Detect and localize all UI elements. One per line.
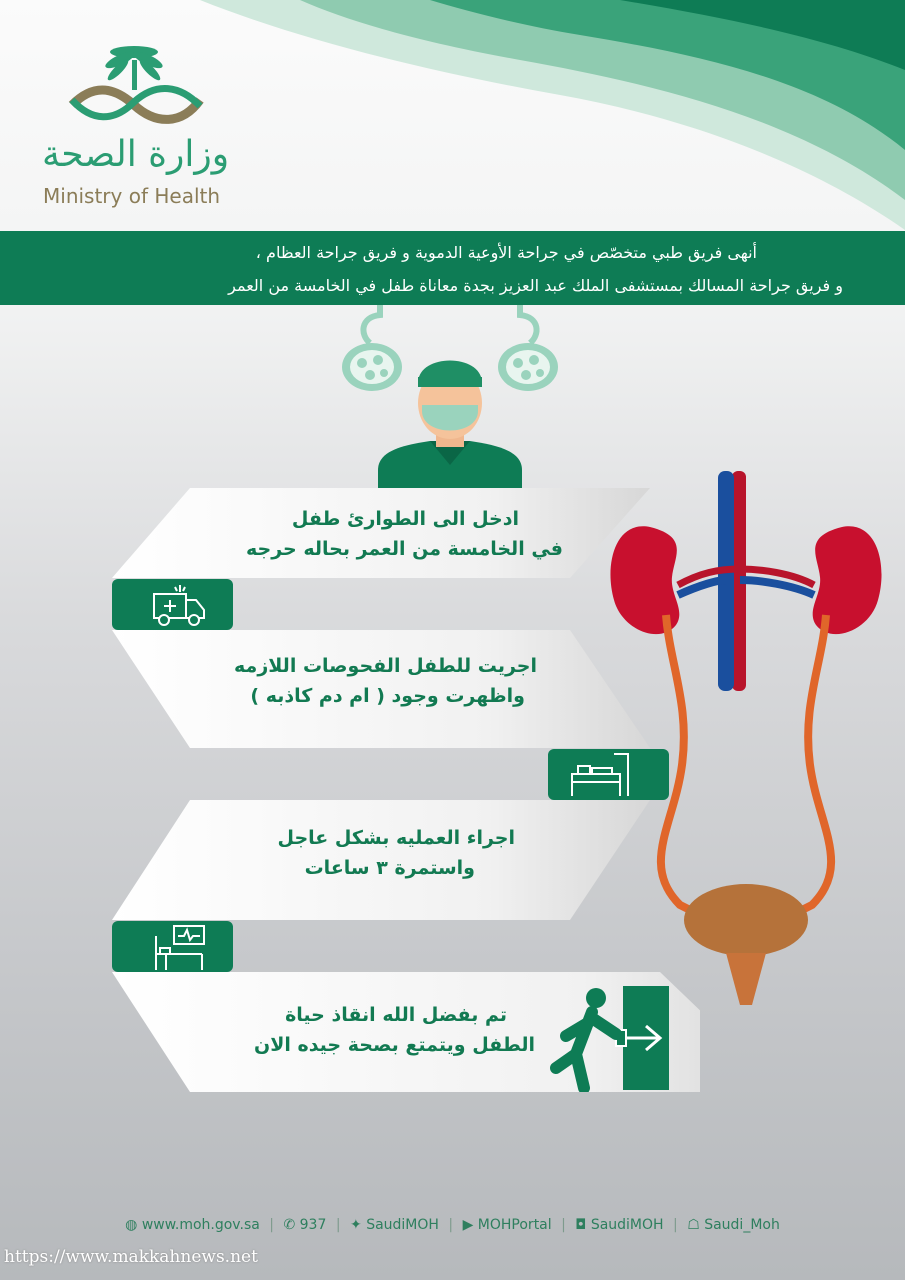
twitter-icon: ✦ xyxy=(350,1217,362,1233)
ambulance-icon xyxy=(150,582,208,628)
ministry-arabic-name: وزارة الصحة xyxy=(42,134,230,175)
step-4-line-1: تم بفضل الله انقاذ حياة xyxy=(285,1004,507,1026)
headline-banner xyxy=(0,231,905,305)
headline-line-2: و فريق جراحة المسالك بمستشفى الملك عبد العزيز بجدة معاناة طفل في الخامسة من العمر xyxy=(228,276,843,295)
youtube-handle[interactable]: MOHPortal xyxy=(477,1217,552,1233)
headline-line-1: أنهى فريق طبي متخصّص في جراحة الأوعية الدموية و فريق جراحة العظام ، xyxy=(255,243,757,262)
phone-icon: ✆ xyxy=(283,1217,296,1233)
surgeon-illustration xyxy=(330,305,570,490)
step-1-line-2: في الخامسة من العمر بحاله حرجه xyxy=(246,538,563,560)
instagram-icon: ◘ xyxy=(575,1217,587,1233)
snapchat-icon: ☖ xyxy=(687,1217,700,1233)
step-2-line-2: واظهرت وجود ( ام دم كاذبه ) xyxy=(250,685,525,707)
step-2-line-1: اجريت للطفل الفحوصات اللازمه xyxy=(234,655,537,677)
website-link[interactable]: www.moh.gov.sa xyxy=(141,1217,260,1233)
snapchat-handle[interactable]: Saudi_Moh xyxy=(704,1217,780,1233)
instagram-handle[interactable]: SaudiMOH xyxy=(590,1217,664,1233)
watermark-url: https://www.makkahnews.net xyxy=(4,1247,258,1267)
step-4-line-2: الطفل ويتمتع بصحة جيده الان xyxy=(253,1034,535,1056)
globe-icon: ◍ xyxy=(125,1217,138,1233)
moh-emblem xyxy=(62,40,212,135)
youtube-icon: ▶ xyxy=(462,1217,474,1233)
phone-number[interactable]: 937 xyxy=(299,1217,327,1233)
kidney-illustration xyxy=(600,465,900,1010)
step-3-line-1: اجراء العمليه بشكل عاجل xyxy=(277,827,515,849)
patient-monitor-icon xyxy=(152,924,206,972)
footer-contacts: ◍ www.moh.gov.sa | ✆ 937 | ✦ SaudiMOH | ▶ MOHPortal | ◘ SaudiMOH | ☖ Saudi_Moh xyxy=(125,1217,780,1233)
step-1-line-1: ادخل الى الطوارئ طفل xyxy=(291,508,519,530)
step-3-line-2: واستمرة ٣ ساعات xyxy=(304,857,475,879)
twitter-handle[interactable]: SaudiMOH xyxy=(366,1217,439,1233)
ministry-english-name: Ministry of Health xyxy=(43,184,221,208)
